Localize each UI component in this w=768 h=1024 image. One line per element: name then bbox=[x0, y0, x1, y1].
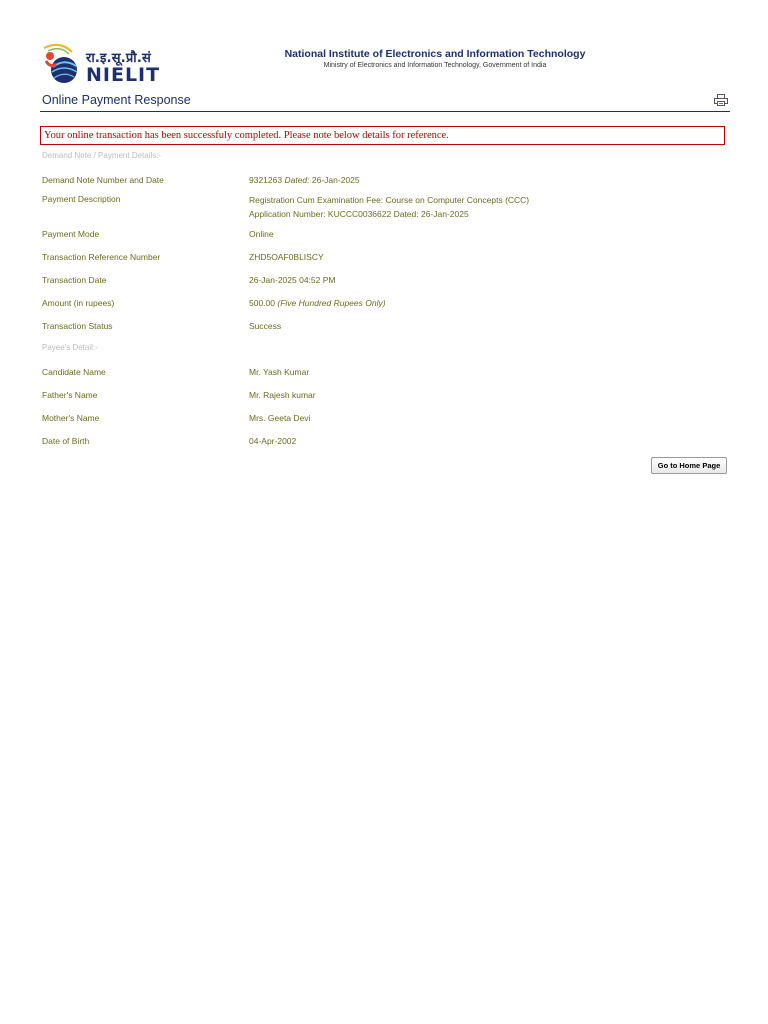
organization-title: National Institute of Electronics and Information Technology bbox=[284, 48, 586, 60]
transaction-status-value: Success bbox=[249, 321, 282, 331]
demand-note-value: 9321263 Dated: 26-Jan-2025 bbox=[249, 175, 360, 185]
payment-description-line1: Registration Cum Examination Fee: Course on Computer Concepts (CCC) bbox=[249, 195, 530, 205]
date-of-birth-label: Date of Birth bbox=[42, 436, 90, 446]
date-of-birth-value: 04-Apr-2002 bbox=[249, 436, 297, 446]
transaction-status-label: Transaction Status bbox=[42, 321, 113, 331]
amount-value: 500.00 (Five Hundred Rupees Only) bbox=[249, 298, 386, 308]
section-payee-details: Payee's Detail:- bbox=[42, 343, 98, 352]
payment-mode-value: Online bbox=[249, 229, 274, 239]
candidate-name-value: Mr. Yash Kumar bbox=[249, 367, 310, 377]
organization-subtitle: Ministry of Electronics and Information Technology, Government of India bbox=[323, 62, 547, 69]
father-name-label: Father's Name bbox=[42, 390, 98, 400]
father-name-value: Mr. Rajesh kumar bbox=[249, 390, 316, 400]
mother-name-label: Mother's Name bbox=[42, 413, 100, 423]
header-divider bbox=[40, 111, 730, 112]
payment-mode-label: Payment Mode bbox=[42, 229, 100, 239]
transaction-date-value: 26-Jan-2025 04:52 PM bbox=[249, 275, 336, 285]
amount-label: Amount (in rupees) bbox=[42, 298, 115, 308]
logo-hindi-text: रा.इ.सू.प्रौ.सं bbox=[86, 51, 151, 66]
success-alert: Your online transaction has been successfuly completed. Please note below details for reference. bbox=[40, 126, 725, 145]
transaction-reference-value: ZHD5OAF0BLISCY bbox=[249, 252, 324, 262]
payment-description-label: Payment Description bbox=[42, 194, 121, 204]
transaction-reference-label: Transaction Reference Number bbox=[42, 252, 161, 262]
mother-name-value: Mrs. Geeta Devi bbox=[249, 413, 311, 423]
transaction-date-label: Transaction Date bbox=[42, 275, 107, 285]
logo-wordmark: NIELIT bbox=[86, 64, 161, 86]
printer-icon[interactable] bbox=[714, 94, 728, 106]
demand-note-label: Demand Note Number and Date bbox=[42, 175, 164, 185]
payment-description-value bbox=[249, 194, 719, 220]
payment-description-line2: Application Number: KUCCC0036622 Dated: 26-Jan-2025 bbox=[249, 209, 469, 219]
organization-block bbox=[230, 48, 640, 69]
page-title: Online Payment Response bbox=[42, 93, 191, 107]
section-payment-details: Demand Note / Payment Details:- bbox=[42, 151, 162, 160]
candidate-name-label: Candidate Name bbox=[42, 367, 106, 377]
go-to-home-button[interactable]: Go to Home Page bbox=[651, 457, 727, 474]
